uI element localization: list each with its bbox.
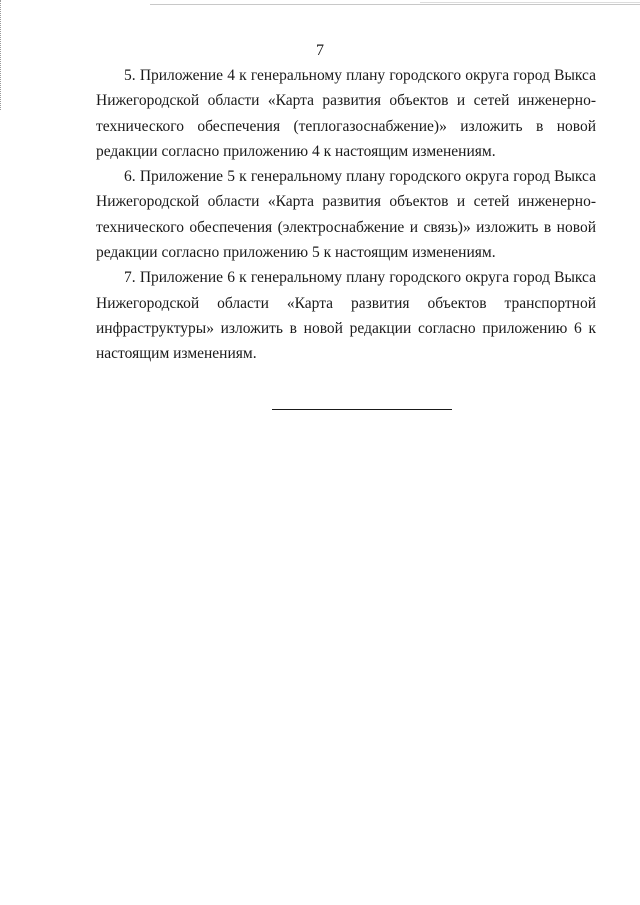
text-line: Нижегородской области «Карта развития объектов и сетей инженерно- <box>96 193 596 211</box>
text-line: настоящим изменениям. <box>96 345 257 363</box>
text-line: 5. Приложение 4 к генеральному плану городского округа город Выкса <box>124 67 596 84</box>
paragraph-item-6 <box>96 164 596 265</box>
scan-edge-line <box>420 2 640 3</box>
scan-edge-line <box>150 4 640 5</box>
document-body <box>96 63 596 367</box>
page-number: 7 <box>316 42 324 59</box>
text-line: 7. Приложение 6 к генеральному плану городского округа город Выкса <box>124 269 596 287</box>
text-line: редакции согласно приложению 5 к настоящим изменениям. <box>96 244 496 262</box>
text-line: инфраструктуры» изложить в новой редакции согласно приложению 6 к <box>96 319 596 337</box>
paragraph-item-7 <box>96 265 596 366</box>
text-line: Нижегородской области «Карта развития объектов транспортной <box>96 294 596 312</box>
text-line: Нижегородской области «Карта развития объектов и сетей инженерно- <box>96 92 596 110</box>
paragraph-item-5 <box>96 63 596 164</box>
text-line: редакции согласно приложению 4 к настоящим изменениям. <box>96 142 496 160</box>
text-line: 6. Приложение 5 к генеральному плану городского округа город Выкса <box>124 168 596 186</box>
text-line: технического обеспечения (электроснабжение и связь)» изложить в новой <box>96 218 596 236</box>
end-of-text-rule <box>272 409 452 410</box>
text-line: технического обеспечения (теплогазоснабжение)» изложить в новой <box>96 117 596 135</box>
